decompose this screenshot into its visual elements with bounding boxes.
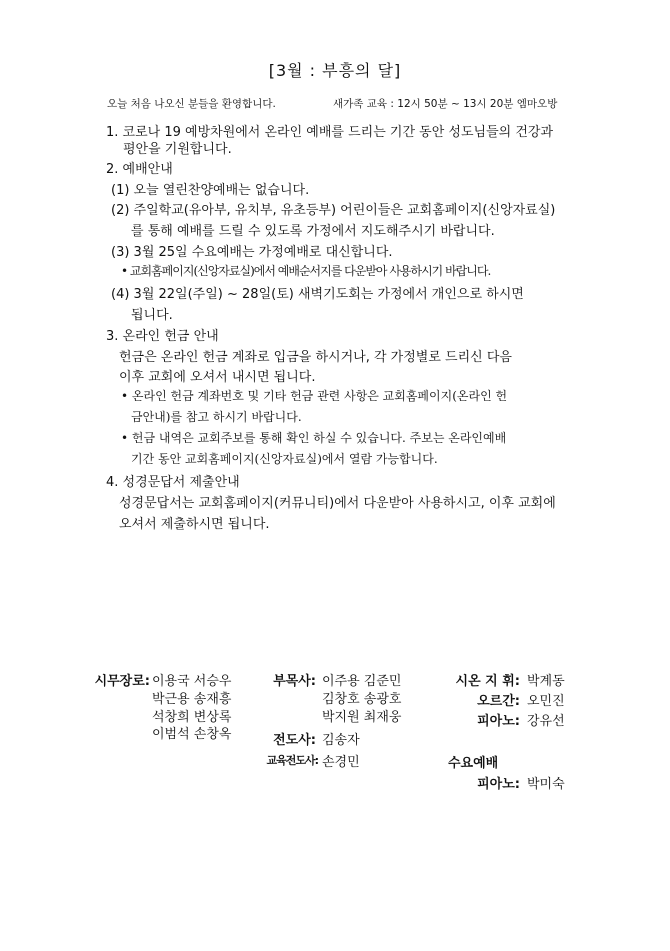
elders-names-1: 이용국 서승우 [152,674,232,689]
elders-label: 시무장로: [94,674,150,689]
worship-item-2-line1: (2) 주일학교(유아부, 유치부, 유초등부) 어린이들은 교회홈페이지(신앙자료실) [111,203,556,218]
worship-item-2-line2: 를 통해 예배를 드릴 수 있도록 가정에서 지도해주시기 바랍니다. [131,224,495,239]
wednesday-pianist-label: 피아노: [477,777,520,792]
offering-bullet-1-line1: • 온라인 헌금 계좌번호 및 기타 헌금 관련 사항은 교회홈페이지(온라인 헌 [121,389,508,403]
page-title: [3월 : 부흥의 달] [268,61,402,80]
worship-item-4-line1: (4) 3월 22일(주일) ~ 28일(토) 새벽기도회는 가정에서 개인으로 하시면 [111,287,524,302]
pianist-label: 피아노: [477,714,520,729]
zion-conductor-name: 박계동 [527,674,565,689]
offering-bullet-2-line1: • 헌금 내역은 교회주보를 통해 확인 하실 수 있습니다. 주보는 온라인예배 [121,431,507,445]
bible-qa-line2: 오셔서 제출하시면 됩니다. [119,517,270,532]
section-3-heading: 3. 온라인 헌금 안내 [106,329,219,344]
worship-item-3: (3) 3월 25일 수요예배는 가정예배로 대신합니다. [111,245,393,260]
bible-qa-line1: 성경문답서는 교회홈페이지(커뮤니티)에서 다운받아 사용하시고, 이후 교회에 [119,496,556,511]
zion-conductor-label: 시온 지 휘: [455,674,520,689]
evangelist-label: 전도사: [273,733,316,748]
worship-item-4-line2: 됩니다. [131,308,173,323]
evangelist-name: 김송자 [322,733,360,748]
worship-item-1: (1) 오늘 열린찬양예배는 없습니다. [111,183,310,198]
section-1-line1: 1. 코로나 19 예방차원에서 온라인 예배를 드리는 기간 동안 성도님들의 건강과 [106,125,554,140]
organist-name: 오민진 [527,694,565,709]
wednesday-pianist-name: 박미숙 [527,777,565,792]
section-2-heading: 2. 예배안내 [106,162,173,177]
associate-pastor-names-2: 김창호 송광호 [322,692,402,707]
welcome-text: 오늘 처음 나오신 분들을 환영합니다. [107,98,276,110]
offering-line1: 헌금은 온라인 헌금 계좌로 입금을 하시거나, 각 가정별로 드리신 다음 [119,350,512,365]
organist-label: 오르간: [477,694,520,709]
offering-line2: 이후 교회에 오셔서 내시면 됩니다. [119,370,316,385]
section-1-line2: 평안을 기원합니다. [123,142,232,157]
pianist-name: 강유선 [527,714,565,729]
worship-item-3-note: • 교회홈페이지(신앙자료실)에서 예배순서지를 다운받아 사용하시기 바랍니다. [121,264,491,278]
elders-names-4: 이범석 손창옥 [152,727,232,742]
associate-pastor-names-1: 이주용 김준민 [322,674,402,689]
section-4-heading: 4. 성경문답서 제출안내 [106,475,240,490]
offering-bullet-1-line2: 금안내)를 참고 하시기 바랍니다. [131,410,302,424]
wednesday-service-label: 수요예배 [448,756,499,771]
education-evangelist-label: 교육전도사: [266,754,318,767]
elders-names-2: 박근용 송재흥 [152,692,232,707]
education-evangelist-name: 손경민 [322,755,360,770]
new-family-education: 새가족 교육 : 12시 50분 ~ 13시 20분 엠마오방 [333,98,558,110]
elders-names-3: 석창희 변상록 [152,710,232,725]
offering-bullet-2-line2: 기간 동안 교회홈페이지(신앙자료실)에서 열람 가능합니다. [131,452,438,466]
associate-pastor-label: 부목사: [273,674,316,689]
associate-pastor-names-3: 박지원 최재웅 [322,710,402,725]
